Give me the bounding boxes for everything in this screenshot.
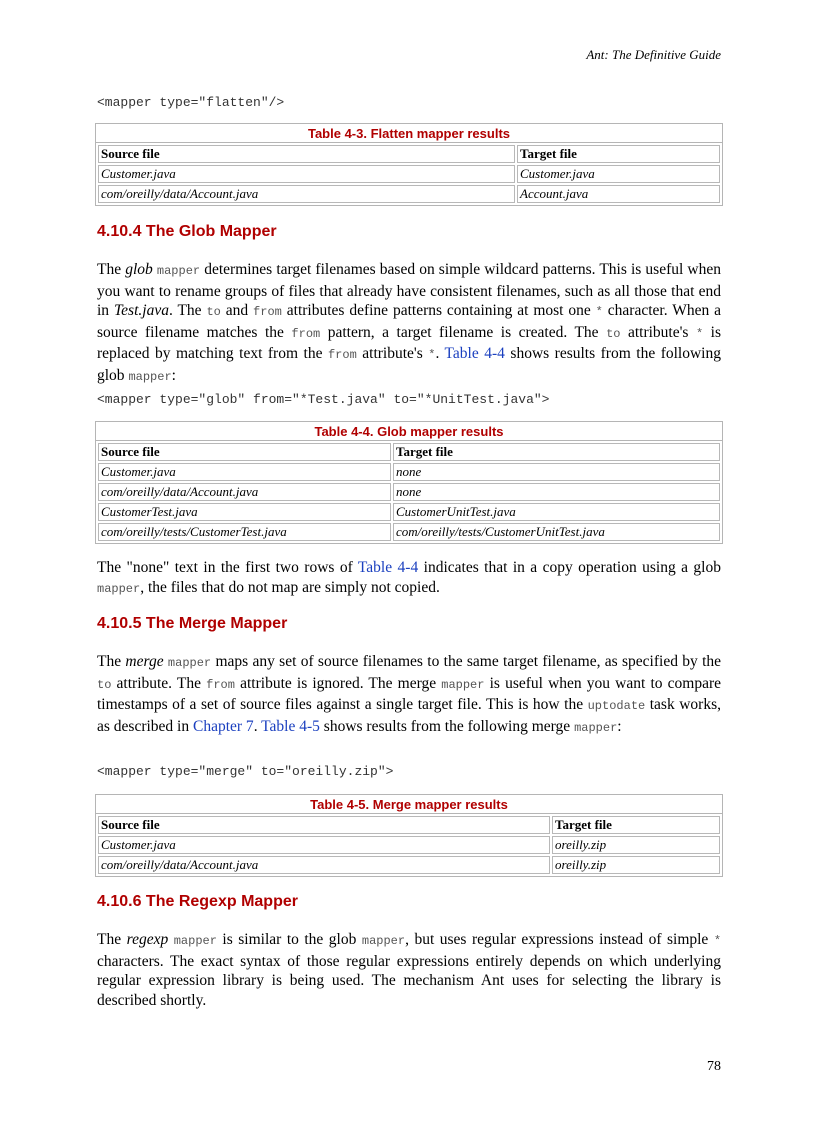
- column-header: Source file: [98, 145, 515, 163]
- section-heading: 4.10.4 The Glob Mapper: [97, 223, 277, 240]
- column-header: Target file: [517, 145, 720, 163]
- table-cell: Customer.java: [98, 165, 515, 183]
- table-cell: com/oreilly/data/Account.java: [98, 483, 391, 501]
- table-row: [98, 165, 720, 183]
- table-cell: oreilly.zip: [552, 836, 720, 854]
- table-row: [98, 185, 720, 203]
- table-cell: Customer.java: [98, 463, 391, 481]
- code-merge: <mapper type="merge" to="oreilly.zip">: [97, 764, 394, 779]
- table-row: [98, 836, 720, 854]
- table-cell: CustomerTest.java: [98, 503, 391, 521]
- table-cell: oreilly.zip: [552, 856, 720, 874]
- table-cell: Account.java: [517, 185, 720, 203]
- table-cell: com/oreilly/data/Account.java: [98, 856, 550, 874]
- table-4-3: [95, 123, 723, 206]
- table-4-5-link[interactable]: Table 4-5: [261, 717, 320, 735]
- table-cell: com/oreilly/tests/CustomerUnitTest.java: [393, 523, 720, 541]
- table-row: [98, 523, 720, 541]
- table-row: [98, 503, 720, 521]
- table-4-4-link[interactable]: Table 4-4: [357, 559, 419, 576]
- table-caption: Table 4-4. Glob mapper results: [95, 421, 723, 440]
- table-row: [98, 856, 720, 874]
- table-cell: none: [393, 463, 720, 481]
- table-caption: Table 4-5. Merge mapper results: [95, 794, 723, 813]
- table-4-4-link[interactable]: Table 4-4: [444, 345, 505, 362]
- code-glob: <mapper type="glob" from="*Test.java" to="*UnitTest.java">: [97, 392, 550, 407]
- table-4-5: [95, 794, 723, 877]
- section-heading: 4.10.5 The Merge Mapper: [97, 615, 288, 632]
- table-cell: Customer.java: [517, 165, 720, 183]
- column-header: Source file: [98, 443, 391, 461]
- chapter-7-link[interactable]: Chapter 7: [192, 717, 254, 735]
- column-header: Target file: [393, 443, 720, 461]
- running-header: Ant: The Definitive Guide: [586, 47, 721, 62]
- section-heading: 4.10.6 The Regexp Mapper: [97, 893, 298, 910]
- table-row: [98, 463, 720, 481]
- column-header: Target file: [552, 816, 720, 834]
- table-4-4: [95, 421, 723, 544]
- table-row: [98, 483, 720, 501]
- page-number: 78: [707, 1059, 721, 1074]
- none-paragraph: The "none" text in the first two rows of Table 4-4 indicates that in a copy operation using a glob mapper, the files that do not map are simply not copied.: [97, 559, 721, 596]
- table-cell: com/oreilly/tests/CustomerTest.java: [98, 523, 391, 541]
- column-header: Source file: [98, 816, 550, 834]
- table-cell: CustomerUnitTest.java: [393, 503, 720, 521]
- merge-paragraph: The merge mapper maps any set of source filenames to the same target filename, as specified by the to attribute. The from attribute is ignored. The merge mapper is useful when you want to compare timestamps of a set of source files against a single target file. This is how the uptodate task works, as described in Chapter 7. Table 4-5 shows results from the following merge mapper:: [97, 653, 722, 735]
- code-flatten: <mapper type="flatten"/>: [97, 95, 285, 110]
- table-cell: com/oreilly/data/Account.java: [98, 185, 515, 203]
- regexp-paragraph: The regexp mapper is similar to the glob mapper, but uses regular expressions instead of simple * characters. The exact syntax of those regular expressions entirely depends on which underlying regular expression library is being used. The mechanism Ant uses for selecting the library is described shortly.: [97, 931, 722, 1009]
- table-cell: Customer.java: [98, 836, 550, 854]
- glob-paragraph: The glob mapper determines target filenames based on simple wildcard patterns. This is useful when you want to rename groups of files that already have consistent filenames, such as all those that end in Test.java. The to and from attributes define patterns containing at most one * character. When a source filename matches the from pattern, a target filename is created. The to attribute's * is replaced by matching text from the from attribute's *. Table 4-4 shows results from the following glob mapper:: [97, 261, 721, 384]
- table-cell: none: [393, 483, 720, 501]
- table-caption: Table 4-3. Flatten mapper results: [95, 123, 723, 142]
